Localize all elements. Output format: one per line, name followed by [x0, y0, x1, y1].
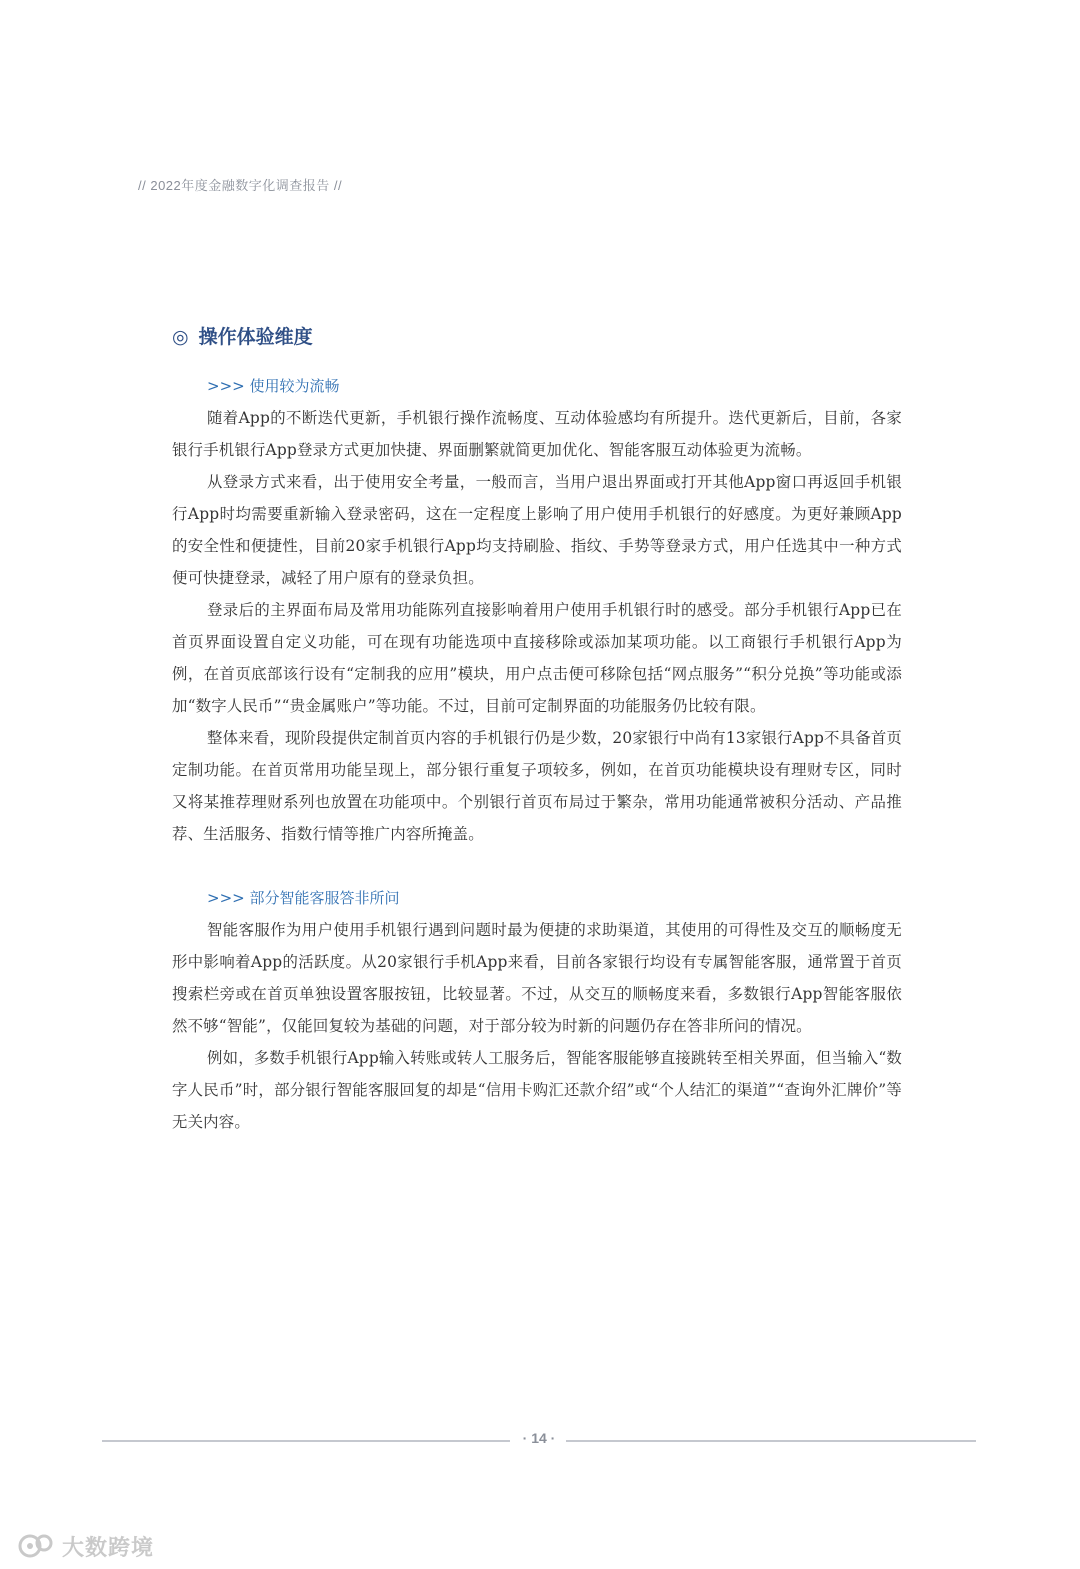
paragraph: 整体来看，现阶段提供定制首页内容的手机银行仍是少数，20家银行中尚有13家银行App不具备首页定制功能。在首页常用功能呈现上，部分银行重复子项较多，例如，在首页功能模块设有理财专区，同时又将某推荐理财系列也放置在功能项中。个别银行首页布局过于繁杂，常用功能通常被积分活动、产品推荐、生活服务、指数行情等推广内容所掩盖。 [172, 729, 903, 843]
paragraph: 例如，多数手机银行App输入转账或转人工服务后，智能客服能够直接跳转至相关界面，但当输入“数字人民币”时，部分银行智能客服回复的却是“信用卡购汇还款介绍”或“个人结汇的渠道”“查询外汇牌价”等无关内容。 [172, 1049, 902, 1131]
footer-divider-left [102, 1440, 510, 1442]
watermark [18, 1530, 154, 1562]
footer-divider-right [566, 1440, 976, 1442]
running-header: // 2022年度金融数字化调查报告 // [138, 178, 343, 193]
section-title-text: 操作体验维度 [198, 326, 313, 348]
subsection-heading: >>> 使用较为流畅 [207, 377, 340, 395]
page-number: · 14 · [522, 1430, 556, 1446]
section-bullet-icon: ◎ [172, 326, 189, 348]
paragraph: 从登录方式来看，出于使用安全考量，一般而言，当用户退出界面或打开其他App窗口再返回手机银行App时均需要重新输入登录密码，这在一定程度上影响了用户使用手机银行的好感度。为更好兼顾App的安全性和便捷性，目前20家手机银行App均支持刷脸、指纹、手势等登录方式，用户任选其中一种方式便可快捷登录，减轻了用户原有的登录负担。 [172, 473, 902, 587]
watermark-text: 大数跨境 [62, 1535, 155, 1561]
article-body [172, 373, 902, 1138]
section-title [172, 322, 313, 349]
watermark-logo-icon [18, 1531, 56, 1561]
subsection-heading: >>> 部分智能客服答非所问 [207, 889, 400, 907]
paragraph: 智能客服作为用户使用手机银行遇到问题时最为便捷的求助渠道，其使用的可得性及交互的顺畅度无形中影响着App的活跃度。从20家银行手机App来看，目前各家银行均设有专属智能客服，通常置于首页搜索栏旁或在首页单独设置客服按钮，比较显著。不过，从交互的顺畅度来看，多数银行App智能客服依然不够“智能”，仅能回复较为基础的问题，对于部分较为时新的问题仍存在答非所问的情况。 [172, 921, 902, 1035]
paragraph: 随着App的不断迭代更新，手机银行操作流畅度、互动体验感均有所提升。迭代更新后，目前，各家银行手机银行App登录方式更加快捷、界面删繁就简更加优化、智能客服互动体验更为流畅。 [172, 409, 902, 459]
paragraph: 登录后的主界面布局及常用功能陈列直接影响着用户使用手机银行时的感受。部分手机银行App已在首页界面设置自定义功能，可在现有功能选项中直接移除或添加某项功能。以工商银行手机银行App为例，在首页底部该行设有“定制我的应用”模块，用户点击便可移除包括“网点服务”“积分兑换”等功能或添加“数字人民币”“贵金属账户”等功能。不过，目前可定制界面的功能服务仍比较有限。 [172, 601, 902, 715]
